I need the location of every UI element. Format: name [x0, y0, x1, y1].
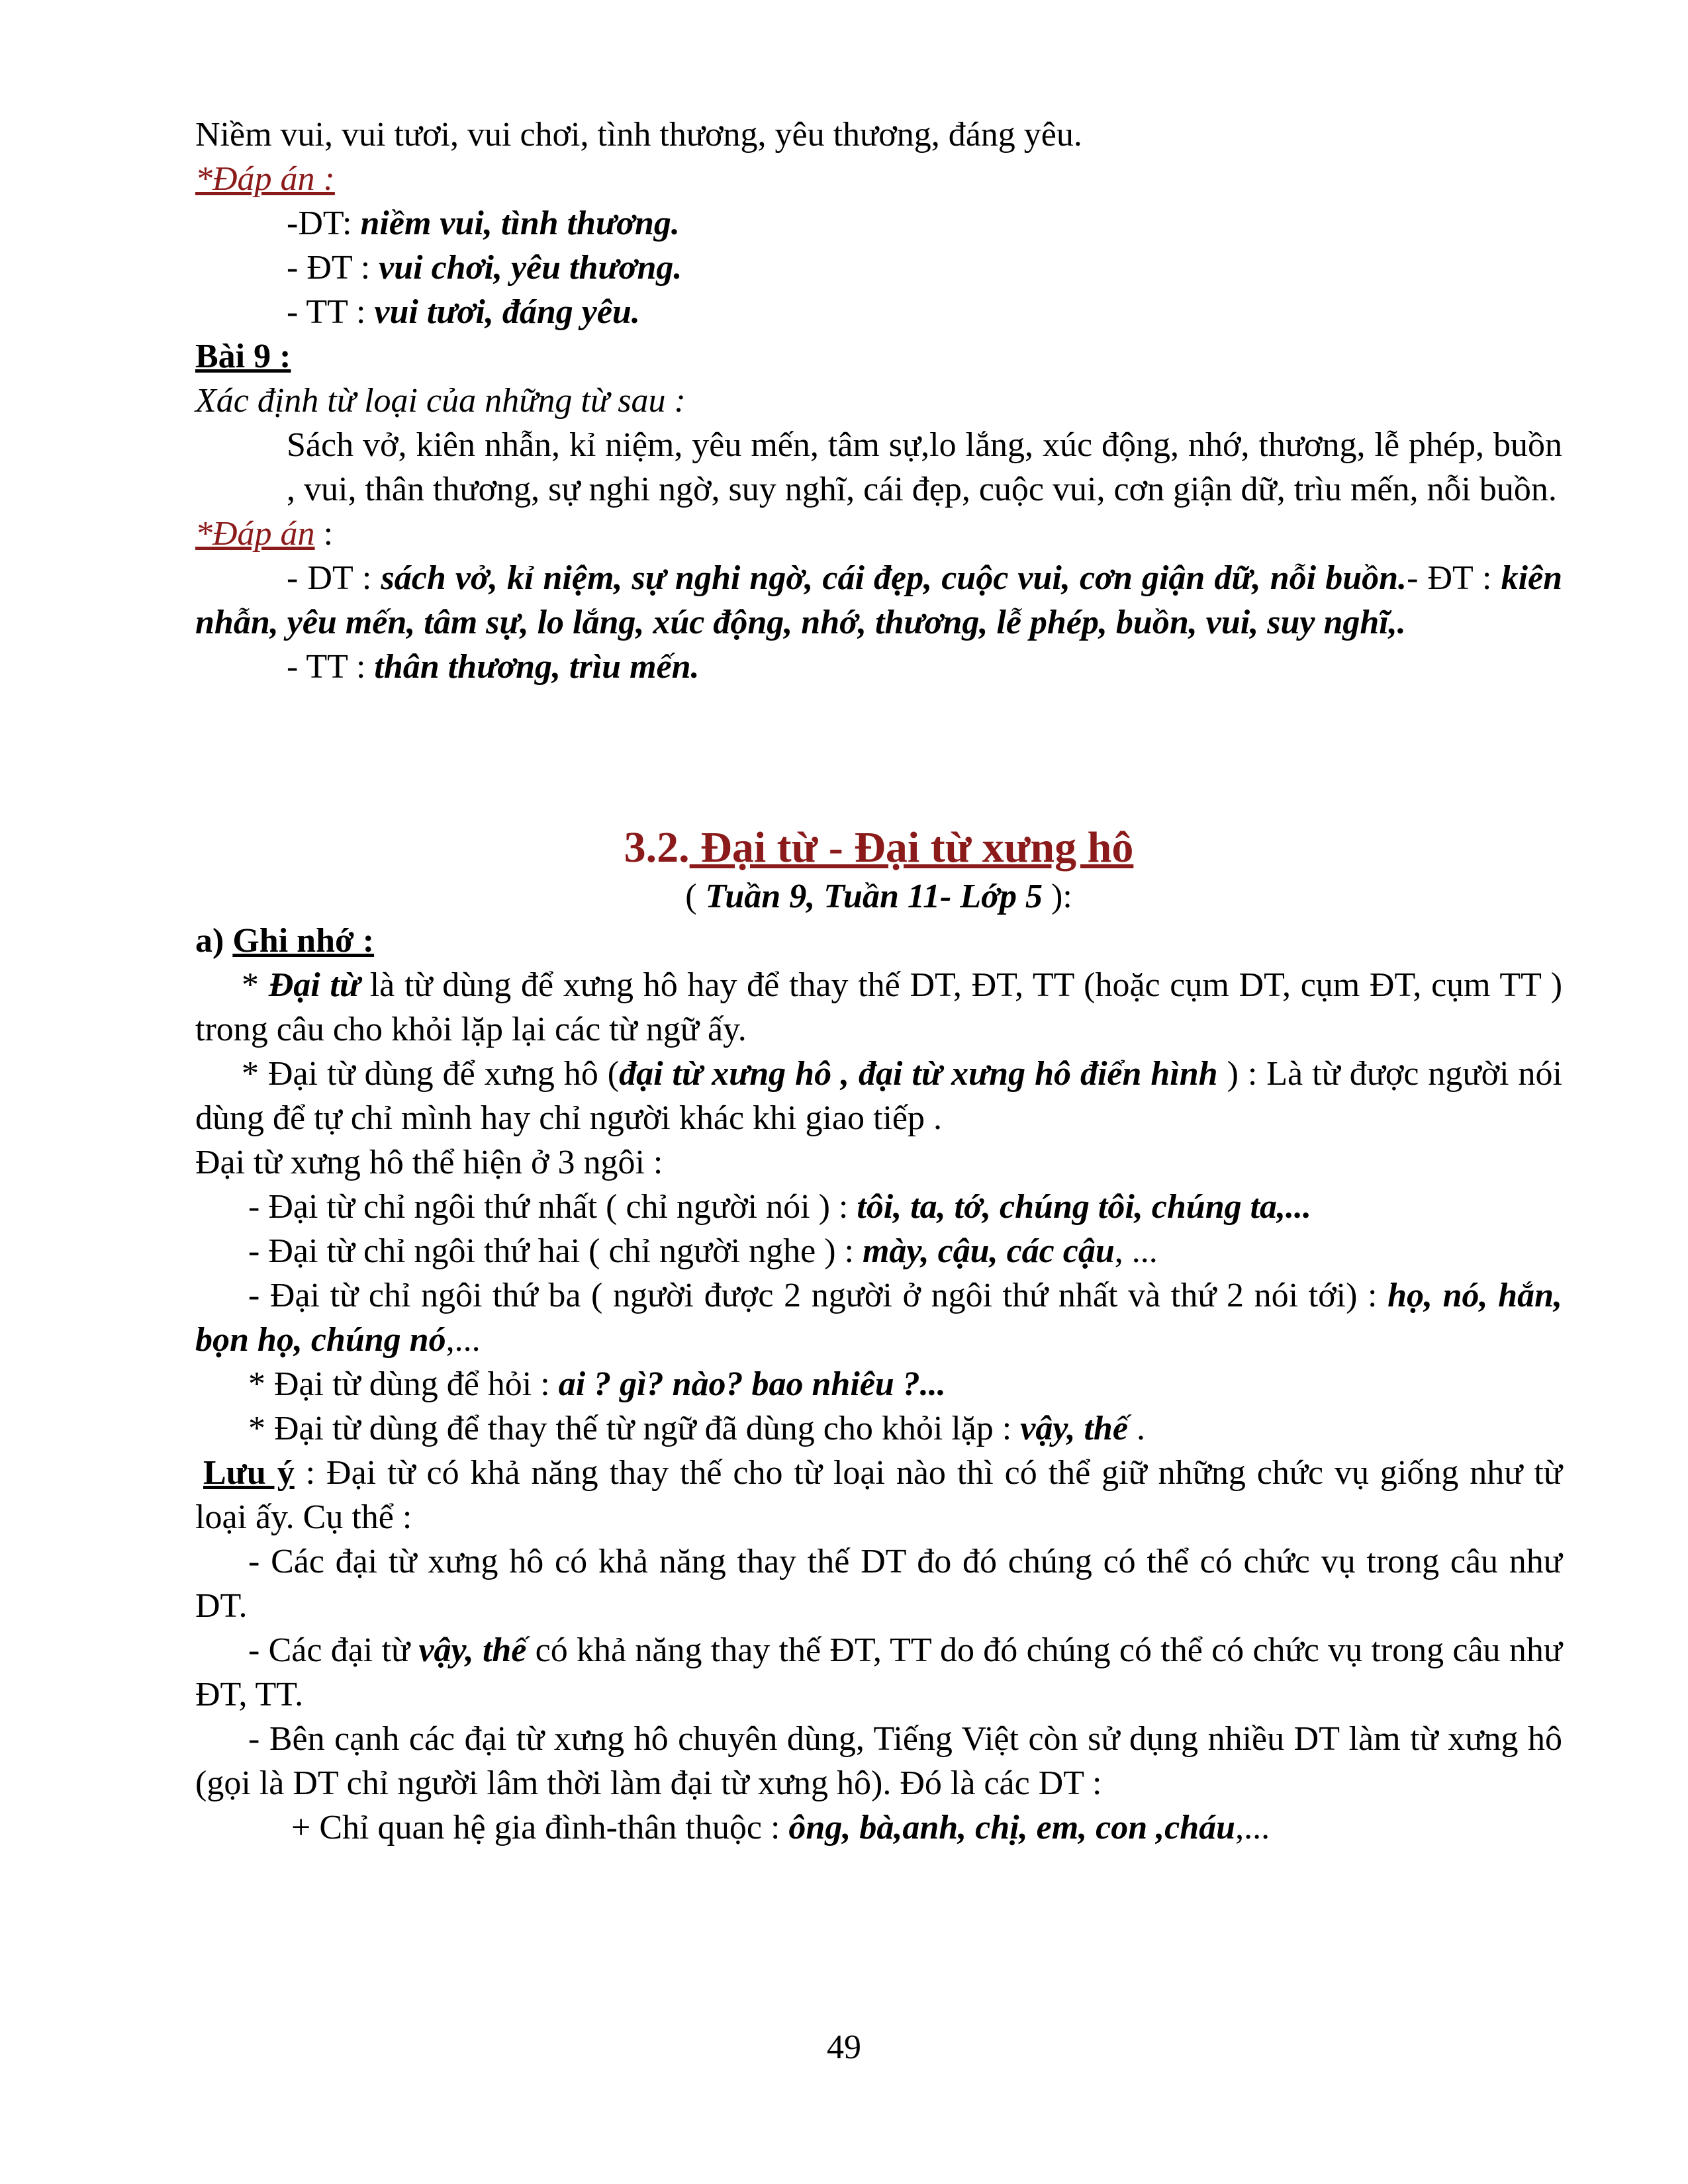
bai8-answer-dgt: - ĐT : vui chơi, yêu thương. [287, 249, 682, 287]
bai8-words: Niềm vui, vui tươi, vui chơi, tình thương, yêu thương, đáng yêu. [195, 116, 1082, 154]
ghi-nho-p3: Đại từ xưng hô thể hiện ở 3 ngôi : [195, 1144, 663, 1181]
second-person-item: - Đại từ chỉ ngôi thứ hai ( chỉ người nghe ) : mày, cậu, các cậu, ... [248, 1232, 1158, 1270]
ghi-nho-p2: * Đại từ dùng để xưng hô (đại từ xưng hô , đại từ xưng hô điển hình ) : Là từ được người nói dùng để tự chỉ mình hay chỉ người khác khi giao tiếp . [195, 1055, 1562, 1137]
luu-y-item1: - Các đại từ xưng hô có khả năng thay thế DT đo đó chúng có thể có chức vụ trong câu như DT. [195, 1543, 1562, 1625]
section-title: 3.2. Đại từ - Đại từ xưng hô [624, 823, 1134, 872]
bai8-answer-label: *Đáp án : [195, 160, 335, 198]
luu-y-item4: + Chỉ quan hệ gia đình-thân thuộc : ông, bà,anh, chị, em, con ,cháu,... [291, 1809, 1270, 1846]
bai9-words: Sách vở, kiên nhẫn, kỉ niệm, yêu mến, tâm sự,lo lắng, xúc động, nhớ, thương, lễ phép, buồn , vui, thân thương, sự nghi ngờ, suy nghĩ, cái đẹp, cuộc vui, cơn giận dữ, trìu mến, nỗi buồn. [287, 426, 1562, 508]
first-person-item: - Đại từ chỉ ngôi thứ nhất ( chỉ người nói ) : tôi, ta, tớ, chúng tôi, chúng ta,... [248, 1188, 1312, 1226]
bai9-answer-dt-dgt: - DT : sách vở, kỉ niệm, sự nghi ngờ, cái đẹp, cuộc vui, cơn giận dữ, nỗi buồn.- ĐT : kiên nhẫn, yêu mến, tâm sự, lo lắng, xúc động, nhớ, thương, lễ phép, buồn, vui, suy nghĩ,. [195, 559, 1563, 641]
section-gap [195, 689, 1562, 821]
luu-y-paragraph: Lưu ý : Đại từ có khả năng thay thế cho từ loại nào thì có thể giữ những chức vụ giống như từ loại ấy. Cụ thể : [195, 1454, 1563, 1536]
bai9-answer-label: *Đáp án : [195, 515, 334, 553]
question-words-item: * Đại từ dùng để hỏi : ai ? gì? nào? bao nhiêu ?... [248, 1365, 946, 1403]
bai8-answer-dt: -DT: niềm vui, tình thương. [287, 205, 680, 242]
replace-words-item: * Đại từ dùng để thay thế từ ngữ đã dùng cho khỏi lặp : vậy, thế . [248, 1410, 1145, 1447]
third-person-item: - Đại từ chỉ ngôi thứ ba ( người được 2 người ở ngôi thứ nhất và thứ 2 nói tới) : họ, nó, hắn, bọn họ, chúng nó,... [195, 1277, 1562, 1359]
bai9-question: Xác định từ loại của những từ sau : [195, 382, 686, 420]
bai8-answer-tt: - TT : vui tươi, đáng yêu. [287, 293, 640, 331]
luu-y-item2: - Các đại từ vậy, thế có khả năng thay thế ĐT, TT do đó chúng có thể có chức vụ trong câu như ĐT, TT. [195, 1631, 1563, 1713]
section-subtitle: ( Tuần 9, Tuần 11- Lớp 5 ): [685, 878, 1072, 915]
bai9-heading: Bài 9 : [195, 338, 291, 375]
luu-y-item3: - Bên cạnh các đại từ xưng hô chuyên dùng, Tiếng Việt còn sử dụng nhiều DT làm từ xưng hô (gọi là DT chỉ người lâm thời làm đại từ xưng hô). Đó là các DT : [195, 1720, 1562, 1802]
page-number: 49 [827, 2028, 861, 2066]
ghi-nho-p1: * Đại từ là từ dùng để xưng hô hay để thay thế DT, ĐT, TT (hoặc cụm DT, cụm ĐT, cụm TT ) trong câu cho khỏi lặp lại các từ ngữ ấy. [195, 966, 1563, 1048]
bai9-answer-tt: - TT : thân thương, trìu mến. [287, 648, 700, 686]
ghi-nho-label: a) Ghi nhớ : [195, 922, 375, 960]
